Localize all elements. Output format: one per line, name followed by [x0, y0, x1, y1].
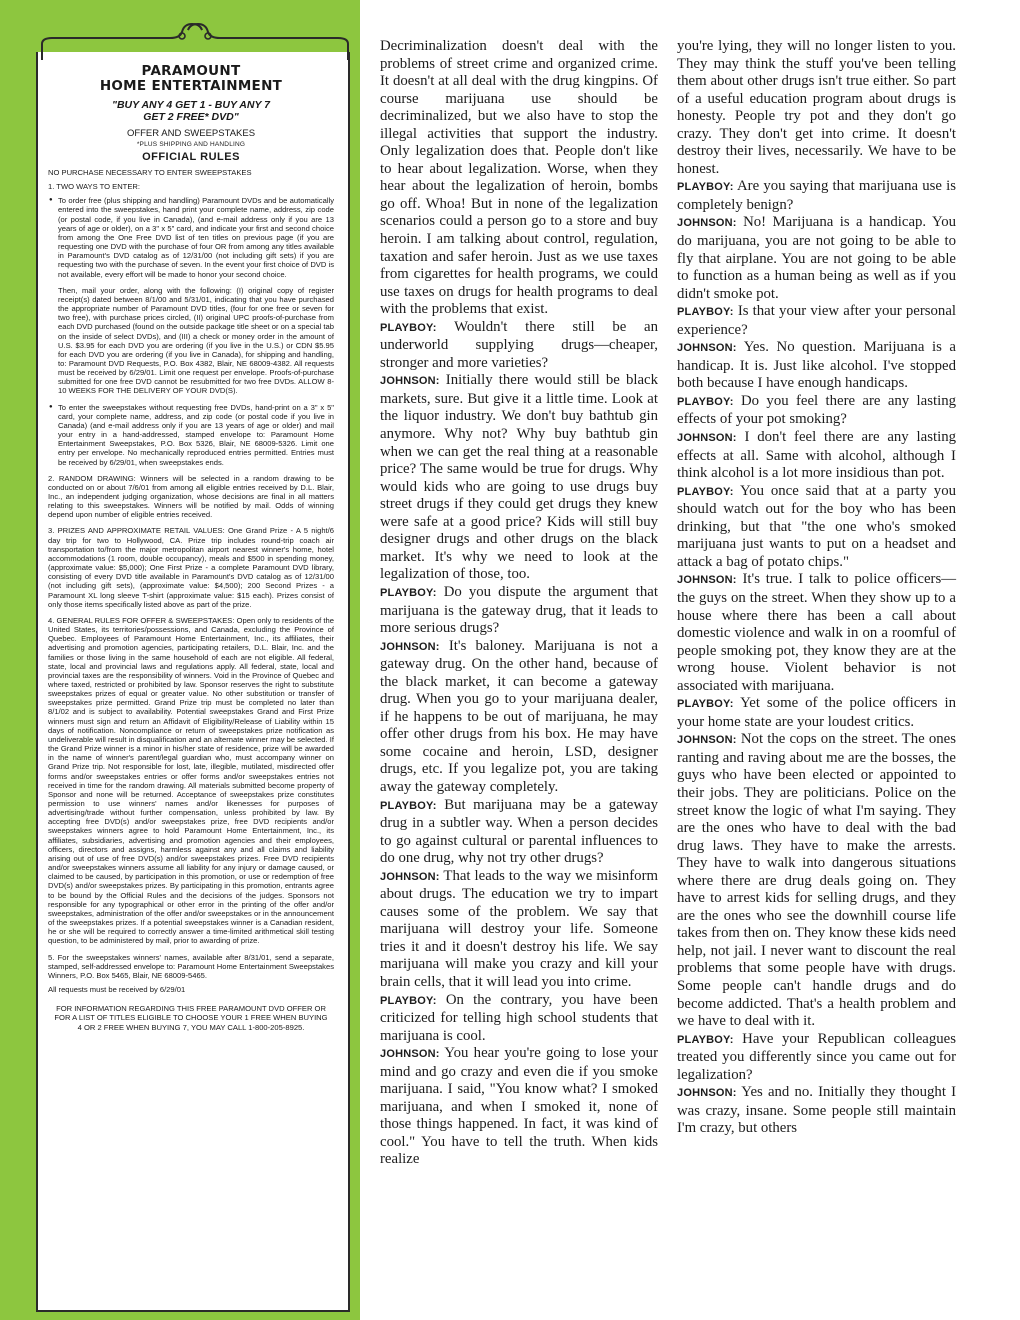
section-2-random-drawing: 2. RANDOM DRAWING: Winners will be selected in a random drawing to be conducted on or about 7/6/01 from among all eligible entries received by D.L. Blair, Inc., an independent judging organization, whose decisions are final in all matters relating to this sweepstakes. Winners will be notified by mail. Odds of winning depend upon number of eligible entries received. [48, 473, 334, 520]
answer-text: That leads to the way we misinform about drugs. The education we try to impart causes some of the problem. We say that marijuana will destroy your life. Someone tries it and it doesn't destroy his life. We say marijuana will make you crazy and kill your brain cells, that it will lead you into crime. [380, 867, 659, 990]
offer-subtitle: OFFER AND SWEEPSTAKES [126, 128, 256, 139]
green-margin [0, 0, 30, 1320]
speaker-johnson: JOHNSON: [380, 640, 440, 653]
answer-text: Yes and no. Initially they thought I was crazy, insane. Some people still maintain I'm crazy, but others [677, 1084, 956, 1137]
question [677, 1031, 956, 1085]
question [380, 319, 658, 373]
question [380, 584, 658, 638]
question [380, 992, 658, 1046]
paragraph: you're lying, they will no longer listen to you. They may think the stuff you've been telling them about other drugs isn't true either. So part of a useful education program about drugs is honesty. People try pot and they don't go crazy. They don't get into crime. It doesn't destroy their lives, necessarily. We have to be honest. [677, 38, 956, 177]
question [380, 797, 658, 868]
speaker-johnson: JOHNSON: [677, 734, 737, 747]
speaker-johnson: JOHNSON: [677, 217, 737, 230]
answer [677, 1084, 956, 1138]
answer [677, 571, 956, 695]
question-text: On the contrary, you have been criticized for telling high school students that marijuana is cool. [380, 991, 658, 1044]
question-text: Do you dispute the argument that marijuana is the gateway drug, that it leads to more serious drugs? [380, 583, 658, 637]
answer-text: It's baloney. Marijuana is not a gateway drug. On the other hand, because of the black market, it can become a gateway drug. When you go to your marijuana dealer, if he happens to be out of marijuana, he may offer other drugs from his box. He may have some cocaine and heroin, LSD, designer drugs, etc. If you legalize pot, you are taking away the gateway completely. [380, 637, 658, 795]
speaker-johnson: JOHNSON: [380, 375, 440, 388]
question [677, 695, 956, 731]
question-text: You once said that at a party you should watch out for the boy who has been drinking, but that "the one who's smoked marijuana just wants to put on a headset and attack a bag of potato chips." [677, 482, 956, 570]
section-1-bullet-1: ● To order free (plus shipping and handling) Paramount DVDs and be automatically entered into the sweepstakes, hand print your complete name, address, zip code (or postal code, if you live in Canada), (and e-mail address only if you are 13 years of age or older), on a 3" x 5" card, and indicate your first and second choice from among the One Free DVD list of ten titles on previous page (if you are requesting one DVD with the purchase of four OR from among any titles available in Paramount's DVD catalog as of 12/31/00 (not including gift sets) if you are requesting two with the purchase of seven. In the event your first choice of DVD is not available, every effort will be made to honor your second choice. [48, 196, 334, 278]
speaker-playboy: PLAYBOY: [380, 994, 437, 1007]
article-column-2 [677, 38, 956, 1138]
answer [677, 214, 956, 303]
answer-text: Initially there would still be black markets, sure. But give it a little time. Look at the liquor industry. We don't buy bathtub gin anymore. Why not? Why buy bathtub gin when we can get the real thing at a reasonable price? The same would be true for drugs. Why would kids who are going to use drugs buy street drugs if they could get drugs they knew were safe at a good price? Kids will still buy designer drugs and other drugs on the black market. It's why we need to look at the legalization of those, too. [380, 372, 658, 583]
speaker-playboy: PLAYBOY: [677, 181, 734, 194]
rules-footer-info: FOR INFORMATION REGARDING THIS FREE PARAMOUNT DVD OFFER OR FOR A LIST OF TITLES ELIGIBLE TO CHOOSE YOUR 1 FREE WHEN BUYING 4 OR 2 FREE WHEN BUYING 7, YOU MAY CALL 1-800-205-8925. [54, 1004, 328, 1032]
answer [380, 372, 658, 584]
speaker-playboy: PLAYBOY: [380, 799, 437, 812]
offer-line1: "BUY ANY 4 GET 1 - BUY ANY 7 [111, 99, 271, 111]
section-5-winners-list: 5. For the sweepstakes winners' names, available after 8/31/01, send a separate, stamped, self-addressed envelope to: Paramount Home Entertainment Sweepstakes Winners, P.O. Box 5465, Blair, NE 68009-5465. [48, 952, 334, 980]
speaker-playboy: PLAYBOY: [677, 485, 734, 498]
section-3-prizes: 3. PRIZES AND APPROXIMATE RETAIL VALUES: One Grand Prize - A 5 night/6 day trip for two to Hollywood, CA. Prize trip includes round-trip coach air transportation to/from the major metropolitan airport nearest winner's home, hotel accommodations (1 room, double occupancy), meals and $500 in spending money, (approximate value: $5,000); One First Prize - a complete Paramount DVD library, consisting of every DVD title available in Paramount's DVD catalog as of 12/31/00 (not including gift sets), (approximate value: $4,500); 200 Second Prizes - a Paramount XL long sleeve T-shirt (approximate value: $15 each). Prizes consist of only those items specifically listed above as part of the prize. [48, 526, 334, 609]
company-name-line2: HOME ENTERTAINMENT [99, 78, 283, 94]
question-text: Is that your view after your personal experience? [677, 303, 956, 338]
question [677, 303, 956, 339]
question-text: But marijuana may be a gateway drug in a subtler way. When a person decides to go against cultural or parental influences to do one drug, why not try other drugs? [380, 796, 658, 867]
answer [380, 1045, 658, 1169]
company-name-line1: PARAMOUNT [141, 63, 241, 79]
paragraph: Decriminalization doesn't deal with the problems of street crime and organized crime. It doesn't at all deal with the drug kingpins. Of course marijuana use should be decriminalized, but we also have to stop the illegal activities that support the industry. Only legalization does that. People don't like to hear about legalization. Worse, when they hear about the legalization of heroin, bombs go off. Whoa! But in none of the legalization scenarios could a person go to a store and buy heroin. I am talking about control, regulation, taxation and safer heroin. Just as we use taxes from cigarettes for health programs, we could use taxes on drugs for health programs to deal with the problems that exist. [380, 38, 658, 318]
speaker-johnson: JOHNSON: [677, 432, 737, 445]
article-column-1 [380, 38, 658, 1169]
official-rules-panel [30, 0, 360, 1320]
answer-text: No! Marijuana is a handicap. You do marijuana, you are not going to be able to fly that airplane. You are not going to be able to function as a human being as well as if you didn't smoke pot. [677, 214, 956, 302]
section-1-heading: 1. TWO WAYS TO ENTER: [48, 182, 140, 192]
answer [677, 731, 956, 1030]
question-text: Have your Republican colleagues treated you differently since you came out for legalization? [677, 1030, 956, 1083]
answer [380, 868, 658, 992]
speaker-johnson: JOHNSON: [677, 1087, 737, 1100]
section-1-bullet-2: ● To enter the sweepstakes without requesting free DVDs, hand-print on a 3" x 5" card, your complete name, address, and zip code (or postal code if you live in Canada) (and e-mail address only if you are 13 years of age or older) and mail your entry in a hand-addressed, stamped envelope to: Paramount Home Entertainment Sweepstakes, P.O. Box 5326, Blair, NE 68009-5326. Limit one entry per envelope. No mechanically reproduced entries permitted. Entries must be received by 6/29/01, when sweepstakes ends. [48, 403, 334, 467]
question-text: Are you saying that marijuana use is completely benign? [677, 178, 956, 213]
answer-text: Yes. No question. Marijuana is a handicap. It is. Just like alcohol. I've stopped both because I have enough handicaps. [677, 339, 956, 392]
speaker-playboy: PLAYBOY: [677, 1033, 734, 1046]
official-rules-content [36, 52, 350, 1312]
speaker-playboy: PLAYBOY: [677, 306, 734, 319]
answer [677, 339, 956, 393]
decorative-header-ornament [30, 10, 360, 60]
answer-text: You hear you're going to lose your mind and go crazy and even die if you smoke marijuana. I said, "You know what? I smoked marijuana, and when I smoked it, none of those things happened. In fact, it was kind of cool." You have to tell the truth. When kids realize [380, 1045, 659, 1168]
speaker-johnson: JOHNSON: [380, 870, 440, 883]
question-text: Yet some of the police officers in your home state are your loudest critics. [677, 695, 957, 730]
question [677, 483, 956, 572]
question-text: Wouldn't there still be an underworld supplying drugs—cheaper, stronger and more varieties? [380, 318, 658, 371]
answer-text: I don't feel there are any lasting effects at all. Same with alcohol, although I think alcohol is a lot more insidious than pot. [677, 429, 956, 482]
speaker-johnson: JOHNSON: [677, 574, 737, 587]
section-4-general-rules: 4. GENERAL RULES FOR OFFER & SWEEPSTAKES: Open only to residents of the United States, its territories/possessions, and Canada, excluding the Province of Quebec. Employees of Paramount Home Entertainment, Inc., its affiliates, their advertising and promotion agencies, participating retailers, D.L. Blair, Inc. and the families or those living in the same household of each are not eligible. All federal, state, local and provincial laws and regulations apply. All federal, state, local and provincial taxes are the responsibility of winners. Void in the Province of Quebec and where taxed, restricted or prohibited by law. Sponsor reserves the right to substitute sweepstakes prizes of equal or greater value. No other substitution or transfer of sweepstakes prize permitted. Grand Prize trip must be completed no later than 8/1/02 and is subject to availability. Potential sweepstakes Grand and First Prize winners must sign and return an Affidavit of Eligibility/Release of Liability within 15 days of notification. Noncompliance or return of sweepstakes prize notification as undeliverable will result in disqualification and an alternate winner may be selected. If the Grand Prize winner is a minor in his/her state of residence, prize will be awarded in the name of winner's parent/legal guardian who, must accompany winner on Grand Prize trip. Not responsible for lost, late, illegible, mutilated, misdirected offer forms and/or sweepstakes entries or offer forms and/or sweepstakes entries not received in time for the random drawing. All materials submitted become property of Sponsor and none will be returned. Acceptance of sweepstakes prize constitutes permission to use winners' names and/or likenesses for purposes of advertising/trade without further compensation, unless prohibited by law. By accepting free DVD(s) and/or sweepstakes prize, free DVD recipients and/or sweepstakes winners agree to hold Paramount Home Entertainment, Inc., its affiliates, subsidiaries, advertising and promotion agencies and their employees, officers, directors and assigns, harmless against any and all claims and liability arising out of use of free DVD(s) and/or sweepstakes prizes. Free DVD recipients and/or sweepstakes winners assume all liability for any injury or damage caused, or claimed to be caused, by participation in this promotion, or use or redemption of free DVD(s) and/or sweepstakes prizes. By participating in this promotion, entrants agree to be bound by the Official Rules and the decisions of the judges. Sponsors not responsible for any typographical or other error in the printing of the offer and/or sweepstakes, administration of the offer and/or sweepstakes or in the announcement of the sweepstakes prizes. If a potential sweepstakes winner is a Canadian resident, he or she will be required to correctly answer a time-limited arithmetical skill testing question, to be administered by mail, prior to awarding of prize. [48, 615, 334, 946]
question [677, 178, 956, 214]
speaker-playboy: PLAYBOY: [380, 586, 437, 599]
no-purchase-note: NO PURCHASE NECESSARY TO ENTER SWEEPSTAKES [48, 168, 252, 177]
speaker-johnson: JOHNSON: [380, 1048, 440, 1061]
offer-headline [48, 99, 334, 123]
question-text: Do you feel there are any lasting effects of your pot smoking? [677, 392, 956, 428]
speaker-playboy: PLAYBOY: [677, 698, 734, 711]
speaker-playboy: PLAYBOY: [677, 395, 734, 408]
shipping-note: *PLUS SHIPPING AND HANDLING [136, 141, 246, 148]
question [677, 393, 956, 429]
section-1-bullet-1-continued: Then, mail your order, along with the following: (I) original copy of register receipt(s) dated between 8/1/00 and 5/31/01, indicating that you have purchased the appropriate number of Paramount DVD titles, (four for one free or seven for two free), with purchase prices circled, (II) original UPC proofs-of-purchase from each DVD purchased (found on the outside package title sheet or on a special tab on the inside of select DVDs), and (III) a check or money order in the amount of U.S. $3.95 for each DVD you are ordering (if you live in the U.S.) or CDN $5.95 for each DVD you are ordering (if you live in Canada), for shipping and handling, to: Paramount DVD Requests, P.O. Box 4382, Blair, NE 68009-4382. All requests must be received by 6/29/01. Limit one request per envelope. Proofs-of-purchase submitted for one free DVD cannot be resubmitted for two free DVDs. ALLOW 8-10 WEEKS FOR THE DELIVERY OF YOUR DVD(S). [58, 285, 334, 396]
answer-text: It's true. I talk to police officers—the guys on the street. When they show up to a house where there has been a call about domestic violence and walk in on a roomful of people smoking pot, they know they are at the wrong house. Violent behavior is not associated with marijuana. [677, 571, 956, 694]
rules-title: OFFICIAL RULES [142, 151, 240, 163]
answer [380, 638, 658, 797]
offer-line2: GET 2 FREE* DVD" [143, 111, 239, 123]
speaker-playboy: PLAYBOY: [380, 321, 437, 334]
speaker-johnson: JOHNSON: [677, 342, 737, 355]
section-5-deadline: All requests must be received by 6/29/01 [48, 984, 186, 994]
answer [677, 429, 956, 483]
answer-text: Not the cops on the street. The ones ranting and raving about me are the bosses, the guys who have been elected or appointed to their jobs. They are politicians. Police on the street know the logic of what I'm saying. They are the ones who have to deal with the bad drug laws. They have to make the arrests. They have to walk into dangerous situations where there are drug deals going on. They have to arrest kids for selling drugs, and they are the ones who see the downhill course life takes from then on. They know these kids need help, not jail. I never want to discount the real problems that some people have with drugs. Some people can't handle drugs and do become addicted. That's a health problem and we have to deal with it. [677, 731, 956, 1030]
